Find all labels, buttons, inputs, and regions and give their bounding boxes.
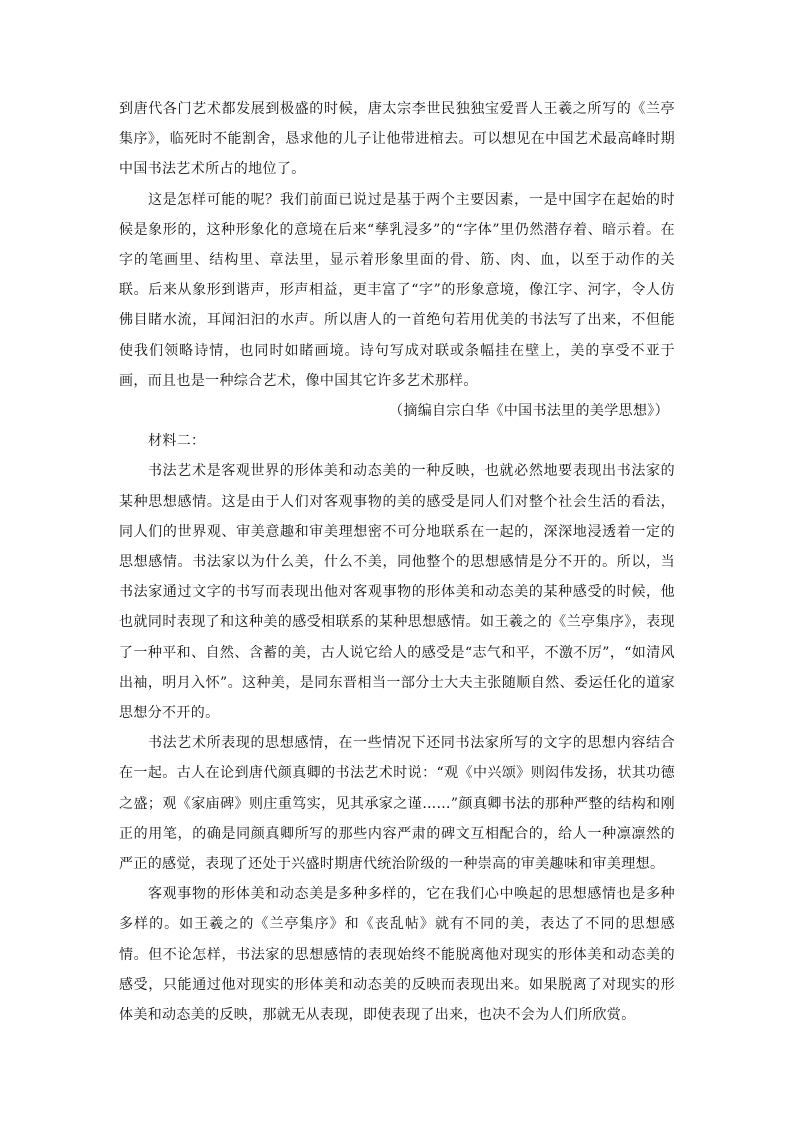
document-body [119, 94, 675, 1030]
paragraph-5: 客观事物的形体美和动态美是多种多样的，它在我们心中唤起的思想感情也是多种多样的。如王羲之的《兰亭集序》和《丧乱帖》就有不同的美，表达了不同的思想感情。但不论怎样，书法家的思想感情的表现始终不能脱离他对现实的形体美和动态美的感受，只能通过他对现实的形体美和动态美的反映而表现出来。如果脱离了对现实的形体美和动态美的反映，那就无从表现，即使表现了出来，也决不会为人们所欣赏。 [119, 886, 675, 1024]
material-label: 材料二： [148, 433, 206, 450]
paragraph-3: 书法艺术是客观世界的形体美和动态美的一种反映，也就必然地要表现出书法家的某种思想感情。这是由于人们对客观事物的美的感受是同人们对整个社会生活的看法，同人们的世界观、审美意趣和审美理想密不可分地联系在一起的，深深地浸透着一定的思想感情。书法家以为什么美，什么不美，同他整个的思想感情是分不开的。所以，当书法家通过文字的书写而表现出他对客观事物的形体美和动态美的某种感受的时候，他也就同时表现了和这种美的感受相联系的某种思想感情。如王羲之的《兰亭集序》，表现了一种平和、自然、含蓄的美，古人说它给人的感受是“志气和平，不激不厉”，“如清风出袖，明月入怀”。这种美，是同东晋相当一部分士大夫主张随顺自然、委运任化的道家思想分不开的。 [119, 463, 675, 722]
paragraph-2: 这是怎样可能的呢？我们前面已说过是基于两个主要因素，一是中国字在起始的时候是象形的，这种形象化的意境在后来“孳乳浸多”的“字体”里仍然潜存着、暗示着。在字的笔画里、结构里、章法里，显示着形象里面的骨、筋、肉、血，以至于动作的关联。后来从象形到谐声，形声相益，更丰富了“字”的形象意境，像江字、河字，令人仿佛目睹水流，耳闻汩汩的水声。所以唐人的一首绝句若用优美的书法写了出来，不但能使我们领略诗情，也同时如睹画境。诗句写成对联或条幅挂在壁上，美的享受不亚于画，而且也是一种综合艺术，像中国其它许多艺术那样。 [119, 191, 675, 389]
paragraph-4: 书法艺术所表现的思想感情，在一些情况下还同书法家所写的文字的思想内容结合在一起。古人在论到唐代颜真卿的书法艺术时说：“观《中兴颂》则闳伟发扬，状其功德之盛；观《家庙碑》则庄重笃实，见其承家之谨……”颜真卿书法的那种严整的结构和刚正的用笔，的确是同颜真卿所写的那些内容严肃的碑文互相配合的，给人一种凛凛然的严正的感觉，表现了还处于兴盛时期唐代统治阶级的一种崇高的审美趣味和审美理想。 [119, 735, 675, 873]
paragraph-1: 到唐代各门艺术都发展到极盛的时候，唐太宗李世民独独宝爱晋人王羲之所写的《兰亭集序》，临死时不能割舍，恳求他的儿子让他带进棺去。可以想见在中国艺术最高峰时期中国书法艺术所占的地位了。 [119, 101, 675, 178]
source-citation-1: （摘编自宗白华《中国书法里的美学思想》） [389, 403, 669, 420]
